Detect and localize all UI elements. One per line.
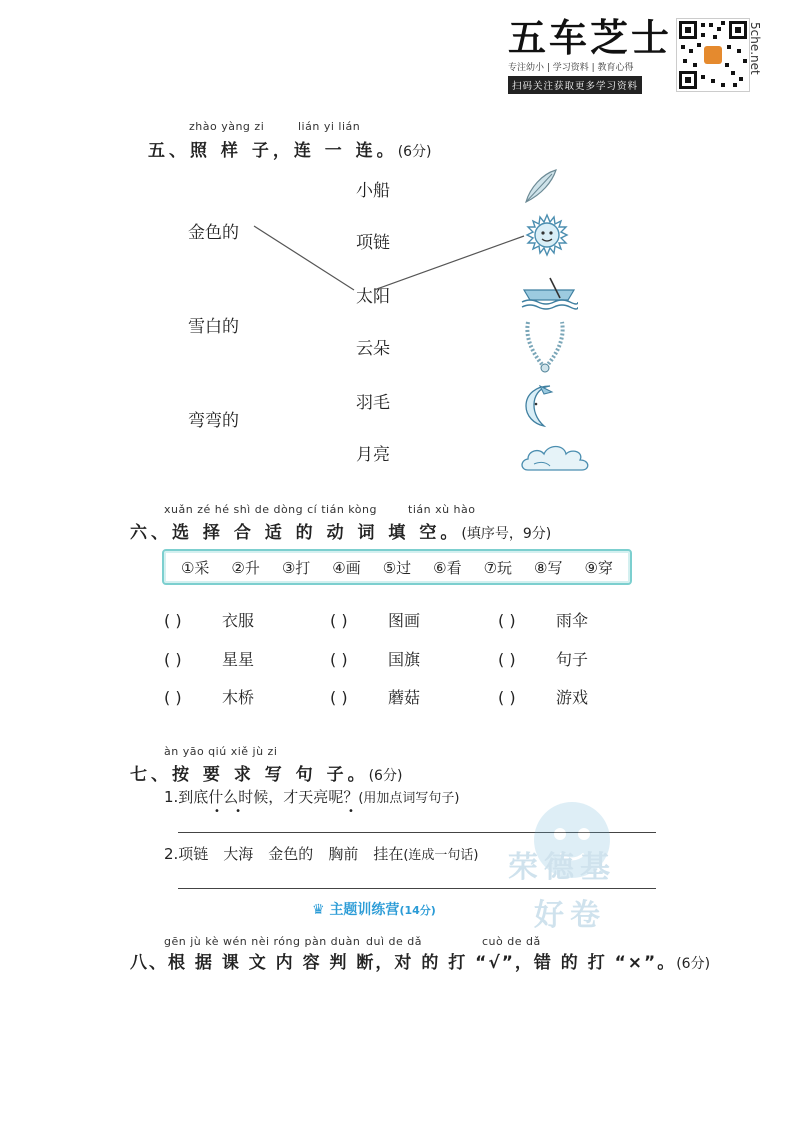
fill-item-noun: 游戏: [556, 688, 589, 707]
verb-options-box: [162, 549, 632, 585]
section7-pinyin: àn yāo qiú xiě jù zi: [164, 745, 278, 758]
fill-item-noun: 衣服: [222, 611, 255, 630]
section5-title-text: 五、照 样 子，连 一 连。: [148, 141, 398, 161]
section6-title: [130, 518, 551, 543]
fill-item-noun: 星星: [222, 650, 255, 669]
watermark-text-1: 荣德基: [508, 850, 616, 885]
section6-score: (填序号，9分): [461, 526, 552, 542]
feather-icon[interactable]: [520, 166, 560, 206]
fill-item[interactable]: [498, 647, 588, 670]
verb-option: ①采: [180, 558, 210, 577]
fill-item[interactable]: [164, 647, 254, 670]
emphasis-dots: • • •: [214, 806, 360, 817]
left-word-golden[interactable]: 金色的: [188, 223, 239, 243]
watermark-text-2: 好卷: [534, 898, 606, 933]
cloud-icon[interactable]: [520, 440, 592, 476]
section7-title-text: 七、按 要 求 写 句 子。: [130, 765, 369, 785]
site-url: 5che.net: [748, 22, 762, 75]
verb-option: ⑥看: [433, 558, 462, 577]
middle-word-boat[interactable]: 小船: [356, 181, 390, 201]
necklace-icon[interactable]: [522, 318, 568, 374]
brand-tagline: 专注幼小 | 学习资料 | 教育心得: [508, 63, 634, 73]
section7-title: [130, 760, 402, 785]
fill-item[interactable]: [330, 608, 420, 631]
fill-item-noun: 国旗: [388, 650, 421, 669]
middle-word-cloud[interactable]: 云朵: [356, 339, 390, 359]
theme-training-banner: [312, 899, 436, 919]
verb-option: ④画: [332, 558, 361, 577]
question-1-note: (用加点词写句子): [358, 791, 460, 806]
verb-option: ⑧写: [534, 558, 563, 577]
left-word-snowwhite[interactable]: 雪白的: [188, 317, 239, 337]
fill-item-noun: 句子: [556, 650, 589, 669]
section5-score: (6分): [397, 144, 432, 160]
crown-icon: ♛: [312, 902, 325, 918]
middle-word-necklace[interactable]: 项链: [356, 233, 390, 253]
verb-option: ⑦玩: [483, 558, 513, 577]
banner-title: 主题训练营: [329, 902, 400, 918]
answer-blank[interactable]: ( ): [498, 611, 516, 630]
fill-item-noun: 蘑菇: [388, 688, 421, 707]
answer-blank[interactable]: ( ): [164, 650, 182, 669]
fill-item-noun: 木桥: [222, 688, 255, 707]
answer-blank[interactable]: ( ): [330, 688, 348, 707]
fill-item[interactable]: [498, 685, 588, 708]
verb-option: ②升: [231, 558, 260, 577]
verb-option: ③打: [281, 558, 311, 577]
middle-word-feather[interactable]: 羽毛: [356, 393, 390, 413]
fill-item-noun: 雨伞: [556, 611, 589, 630]
question-1: [164, 786, 459, 807]
verb-option: ⑤过: [382, 558, 412, 577]
section8-title: [130, 948, 710, 973]
example-connecting-lines: [0, 0, 793, 520]
question-2: [164, 843, 478, 864]
fill-item[interactable]: [164, 608, 254, 631]
left-word-curved[interactable]: 弯弯的: [188, 411, 239, 431]
verb-option: ⑨穿: [584, 558, 613, 577]
fill-item[interactable]: [330, 647, 420, 670]
question-1-text: 1.到底什么时候，才天亮呢？: [164, 788, 359, 806]
section7-score: (6分): [368, 768, 403, 784]
fill-item[interactable]: [164, 685, 254, 708]
brand-name: 五车芝士: [508, 16, 673, 60]
watermark-mascot: [490, 780, 660, 940]
answer-blank[interactable]: ( ): [498, 688, 516, 707]
section5-pinyin-a: zhào yàng zi: [189, 120, 265, 133]
question-2-text: 2.项链 大海 金色的 胸前 挂在: [164, 845, 404, 863]
boat-icon[interactable]: [520, 276, 578, 310]
section8-score: (6分): [676, 956, 711, 972]
answer-blank[interactable]: ( ): [164, 688, 182, 707]
section8-pinyin-c: cuò de dǎ: [482, 935, 541, 948]
section5-pinyin-b: lián yi lián: [298, 120, 361, 133]
section8-pinyin-b: duì de dǎ: [366, 935, 422, 948]
answer-blank[interactable]: ( ): [330, 650, 348, 669]
section6-title-text: 六、选 择 合 适 的 动 词 填 空。: [130, 523, 462, 543]
fill-item-noun: 图画: [388, 611, 421, 630]
section6-pinyin-a: xuǎn zé hé shì de dòng cí tián kòng: [164, 503, 377, 516]
fill-item[interactable]: [498, 608, 588, 631]
question-2-note: (连成一句话): [403, 848, 479, 863]
banner-score: (14分): [399, 904, 436, 917]
section6-pinyin-b: tián xù hào: [408, 503, 476, 516]
answer-blank[interactable]: ( ): [330, 611, 348, 630]
middle-word-moon[interactable]: 月亮: [356, 445, 390, 465]
answer-blank[interactable]: ( ): [498, 650, 516, 669]
sun-icon[interactable]: [524, 212, 570, 258]
fill-item[interactable]: [330, 685, 420, 708]
brand-bar: 扫码关注获取更多学习资料: [508, 76, 642, 94]
section8-title-text: 八、根 据 课 文 内 容 判 断，对 的 打 “√”，错 的 打 “×”。: [130, 953, 677, 973]
section8-pinyin-a: gēn jù kè wén nèi róng pàn duàn: [164, 935, 361, 948]
moon-icon[interactable]: [522, 382, 562, 430]
answer-blank[interactable]: ( ): [164, 611, 182, 630]
middle-word-sun[interactable]: 太阳: [356, 287, 390, 307]
